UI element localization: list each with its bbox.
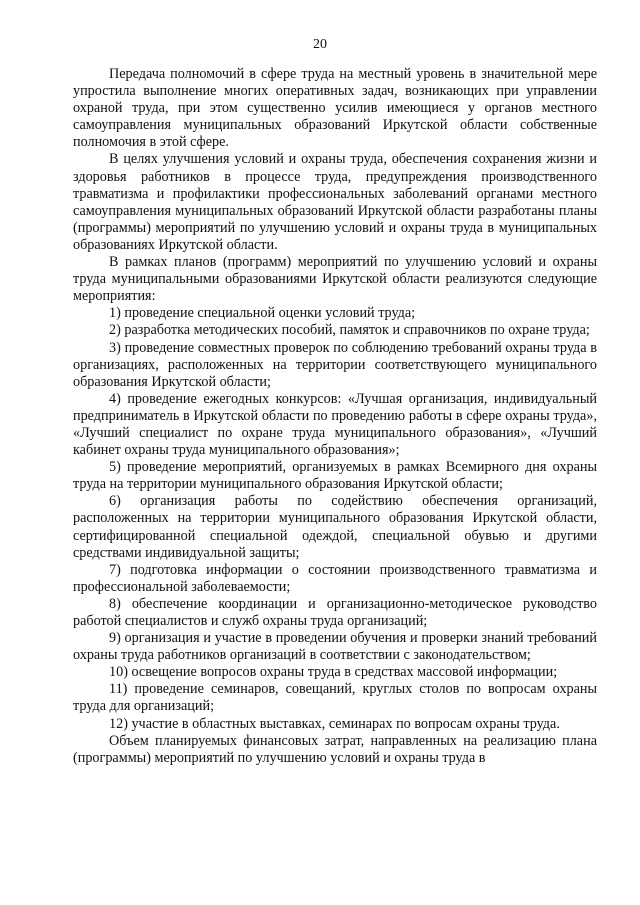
list-item-12: 12) участие в областных выставках, семинарах по вопросам охраны труда. — [109, 715, 560, 732]
paragraph-financial-costs: Объем планируемых финансовых затрат, направленных на реализацию плана (программы) мероприятий по улучшению условий и охраны труда в — [73, 732, 597, 766]
list-item-6: 6) организация работы по содействию обеспечения организаций, расположенных на территории муниципального образования Иркутской области, сертифицированной специальной одеждой, специальной обувью и другими средствами индивидуальной защиты; — [73, 493, 597, 561]
list-item-5: 5) проведение мероприятий, организуемых в рамках Всемирного дня охраны труда на территории муниципального образования Иркутской области; — [73, 459, 597, 493]
list-item-4: 4) проведение ежегодных конкурсов: «Лучшая организация, индивидуальный предприниматель в Иркутской области по проведению работы в сфере охраны труда», «Лучший специалист по охране труда муниципального образования», «Лучший кабинет охраны труда муниципального образования»; — [73, 390, 597, 459]
list-item-8: 8) обеспечение координации и организационно-методическое руководство работой специалистов и служб охраны труда организаций; — [73, 595, 597, 629]
paragraph-activities-intro: В рамках планов (программ) мероприятий по улучшению условий и охраны труда муниципальными образованиями Иркутской области реализуются следующие мероприятия: — [73, 254, 597, 305]
list-item-11: 11) проведение семинаров, совещаний, круглых столов по вопросам охраны труда для организаций; — [73, 681, 597, 715]
list-item-7: 7) подготовка информации о состоянии производственного травматизма и профессиональной заболеваемости; — [73, 561, 597, 595]
page-body — [73, 66, 597, 767]
list-item-9: 9) организация и участие в проведении обучения и проверки знаний требований охраны труда работников организаций в соответствии с законодательством; — [73, 630, 597, 664]
page-number: 20 — [313, 37, 327, 52]
list-item-10: 10) освещение вопросов охраны труда в средствах массовой информации; — [109, 664, 558, 681]
paragraph-delegation: Передача полномочий в сфере труда на местный уровень в значительной мере упростила выполнение многих оперативных задач, возникающих при управлении охраной труда, при этом существенно усилив имеющиеся у органов местного самоуправления муниципальных образований Иркутской области собственные полномочия в этой сфере. — [73, 66, 597, 151]
list-item-2: 2) разработка методических пособий, памяток и справочников по охране труда; — [109, 322, 590, 339]
list-item-3: 3) проведение совместных проверок по соблюдению требований охраны труда в организациях, расположенных на территории соответствующего муниципального образования Иркутской области; — [73, 339, 597, 390]
list-item-1: 1) проведение специальной оценки условий труда; — [109, 305, 416, 322]
paragraph-programs: В целях улучшения условий и охраны труда, обеспечения сохранения жизни и здоровья работников в процессе труда, предупреждения производственного травматизма и профилактики профессиональных заболеваний органами местного самоуправления муниципальных образований Иркутской области разработаны планы (программы) мероприятий по улучшению условий и охраны труда в муниципальных образованиях Иркутской области. — [73, 151, 597, 253]
